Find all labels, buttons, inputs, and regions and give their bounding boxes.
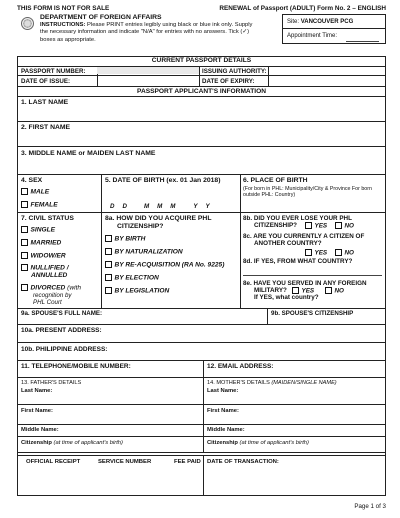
- checkbox-icon: [21, 252, 28, 259]
- service-number-label: SERVICE NUMBER: [98, 459, 152, 465]
- foreign-military-country-label: If YES, what country?: [254, 294, 319, 301]
- checkbox-icon: [335, 222, 342, 229]
- other-citizenship-no[interactable]: NO: [335, 249, 354, 257]
- instructions-label: INSTRUCTIONS:: [40, 22, 86, 28]
- lost-citizenship-label-line1: 8b. DID YOU EVER LOSE YOUR PHL: [243, 215, 352, 222]
- date-of-expiry-field[interactable]: [269, 76, 385, 85]
- checkbox-icon: [335, 249, 342, 256]
- checkbox-icon: [21, 239, 28, 246]
- father-last-name-label: Last Name:: [21, 388, 53, 394]
- mother-details-title: 14. MOTHER'S DETAILS (MAIDEN/SINGLE NAME): [207, 380, 337, 386]
- father-details-title: 13. FATHER'S DETAILS: [21, 380, 82, 386]
- foreign-military-label-line1: 8e. HAVE YOU SERVED IN ANY FOREIGN: [243, 280, 367, 287]
- date-of-transaction-label: DATE OF TRANSACTION:: [207, 459, 279, 465]
- checkbox-icon: [105, 261, 112, 268]
- email-field[interactable]: [204, 371, 385, 376]
- date-of-issue-field[interactable]: [98, 76, 198, 85]
- civil-status-married[interactable]: MARRIED: [21, 239, 61, 247]
- father-first-name-field[interactable]: [18, 415, 201, 424]
- place-of-birth-field[interactable]: [242, 199, 385, 211]
- civil-status-divorced[interactable]: DIVORCED (with: [21, 284, 81, 292]
- instructions: [40, 22, 280, 44]
- foreign-military-label-line2: MILITARY?: [254, 287, 287, 294]
- last-name-field[interactable]: [18, 108, 385, 120]
- other-country-field[interactable]: [243, 266, 382, 274]
- acquired-by-legislation[interactable]: BY LEGISLATION: [105, 287, 169, 295]
- date-of-issue-label: DATE OF ISSUE:: [21, 78, 71, 85]
- checkbox-icon: [105, 274, 112, 281]
- acquired-by-birth[interactable]: BY BIRTH: [105, 235, 145, 243]
- form-title: RENEWAL of Passport (ADULT) Form No. 2 – ENGLISH: [219, 5, 386, 12]
- sex-label: 4. SEX: [21, 177, 43, 184]
- mother-citizenship-label: Citizenship (at time of applicant's birth): [207, 440, 309, 446]
- place-of-birth-label: 6. PLACE OF BIRTH: [243, 177, 308, 184]
- spouse-name-label: 9a. SPOUSE'S FULL NAME:: [21, 310, 103, 317]
- checkbox-icon: [21, 188, 28, 195]
- mother-middle-name-field[interactable]: [204, 434, 385, 435]
- citizenship-acquired-label-line2: CITIZENSHIP?: [117, 223, 164, 230]
- foreign-military-no[interactable]: NO: [325, 287, 344, 295]
- instructions-line1: Please PRINT entries legibly using black or blue ink only. Supply: [87, 22, 253, 28]
- citizenship-acquired-label-line1: 8a. HOW DID YOU ACQUIRE PHL: [105, 215, 212, 222]
- father-first-name-label: First Name:: [21, 408, 53, 414]
- official-receipt-label: OFFICIAL RECEIPT: [26, 459, 81, 465]
- other-citizenship-label-line2: ANOTHER COUNTRY?: [254, 240, 322, 247]
- sex-option-male[interactable]: MALE: [21, 188, 49, 196]
- divorced-note-line3: PHL Court: [33, 299, 62, 306]
- other-citizenship-yes[interactable]: YES: [305, 249, 327, 257]
- issuing-authority-field[interactable]: [269, 67, 385, 74]
- civil-status-widow[interactable]: WIDOW/ER: [21, 252, 66, 260]
- checkbox-icon: [21, 284, 28, 291]
- checkbox-icon: [325, 287, 332, 294]
- checkbox-icon: [21, 264, 28, 271]
- instructions-line3: boxes as appropriate.: [40, 36, 96, 43]
- other-citizenship-label-line1: 8c. ARE YOU CURRENTLY A CITIZEN OF: [243, 233, 365, 240]
- date-of-birth-slots: D D M M M Y Y: [110, 203, 210, 210]
- email-label: 12. EMAIL ADDRESS:: [207, 363, 274, 370]
- other-country-line: [243, 275, 382, 276]
- present-address-label: 10a. PRESENT ADDRESS:: [21, 327, 102, 334]
- checkbox-icon: [305, 222, 312, 229]
- fee-paid-label: FEE PAID: [174, 459, 201, 465]
- site-value: VANCOUVER PCG: [300, 19, 354, 25]
- mother-last-name-field[interactable]: [204, 395, 385, 404]
- page-number: Page 1 of 3: [354, 503, 386, 510]
- date-of-birth-field[interactable]: [104, 186, 238, 204]
- spouse-citizenship-label: 9b. SPOUSE'S CITIZENSHIP: [271, 310, 354, 317]
- spouse-citizenship-field[interactable]: [268, 317, 385, 323]
- mother-first-name-label: First Name:: [207, 408, 239, 414]
- mother-first-name-field[interactable]: [204, 415, 385, 424]
- site-label: Site:: [287, 19, 300, 25]
- civil-status-annulled-text: ANNULLED: [31, 272, 68, 279]
- date-of-birth-label: 5. DATE OF BIRTH (ex. 01 Jan 2018): [105, 177, 221, 184]
- place-of-birth-note-line2: outside PHL: Country): [243, 192, 296, 198]
- philippine-address-label: 10b. PHILIPPINE ADDRESS:: [21, 346, 108, 353]
- acquired-by-election[interactable]: BY ELECTION: [105, 274, 159, 282]
- date-of-expiry-label: DATE OF EXPIRY:: [202, 78, 255, 85]
- mother-middle-name-label: Middle Name:: [207, 427, 245, 433]
- other-country-label: 8d. IF YES, FROM WHAT COUNTRY?: [243, 258, 353, 265]
- middle-name-label: 3. MIDDLE NAME or MAIDEN LAST NAME: [21, 150, 156, 157]
- civil-status-label: 7. CIVIL STATUS: [21, 215, 74, 222]
- last-name-label: 1. LAST NAME: [21, 99, 69, 106]
- foreign-military-yes[interactable]: YES: [292, 287, 314, 295]
- appointment-time-label: Appointment Time:: [287, 33, 338, 39]
- first-name-field[interactable]: [18, 133, 385, 145]
- checkbox-icon: [21, 201, 28, 208]
- site-appointment-box: [282, 14, 386, 44]
- checkbox-icon: [292, 287, 299, 294]
- checkbox-icon: [305, 249, 312, 256]
- instructions-line2: the necessary information and indicate "N/A" for entries with no answers. Tick (✓): [40, 29, 250, 36]
- current-passport-title: CURRENT PASSPORT DETAILS: [151, 57, 252, 64]
- divorced-note-line2: recognition by: [33, 292, 72, 299]
- philippine-address-field[interactable]: [18, 354, 385, 359]
- checkbox-icon: [105, 235, 112, 242]
- not-for-sale-notice: THIS FORM IS NOT FOR SALE: [17, 5, 110, 12]
- lost-citizenship-label-line2: CITIZENSHIP?: [254, 222, 298, 229]
- application-form: [17, 56, 386, 496]
- telephone-field[interactable]: [18, 371, 201, 376]
- lost-citizenship-no[interactable]: NO: [335, 222, 354, 230]
- civil-status-single[interactable]: SINGLE: [21, 226, 55, 234]
- middle-name-field[interactable]: [18, 160, 385, 173]
- civil-status-nullified[interactable]: NULLIFIED /: [21, 264, 69, 272]
- checkbox-icon: [105, 287, 112, 294]
- place-of-birth-note-line1: (For born in PHL: Municipality/City & Province For born: [243, 186, 372, 192]
- checkbox-icon: [21, 226, 28, 233]
- sex-option-female[interactable]: FEMALE: [21, 201, 58, 209]
- father-citizenship-label: Citizenship (at time of applicant's birth): [21, 440, 123, 446]
- present-address-field[interactable]: [18, 335, 385, 341]
- spouse-name-field[interactable]: [18, 317, 266, 323]
- checkbox-icon: [105, 248, 112, 255]
- father-last-name-field[interactable]: [18, 395, 201, 404]
- lost-citizenship-yes[interactable]: YES: [305, 222, 327, 230]
- telephone-label: 11. TELEPHONE/MOBILE NUMBER:: [21, 363, 131, 370]
- passport-number-field[interactable]: [97, 67, 199, 74]
- father-middle-name-label: Middle Name:: [21, 427, 59, 433]
- issuing-authority-label: ISSUING AUTHORITY:: [202, 68, 267, 75]
- applicant-info-title: PASSPORT APPLICANT'S INFORMATION: [137, 88, 266, 95]
- acquired-by-naturalization[interactable]: BY NATURALIZATION: [105, 248, 183, 256]
- mother-last-name-label: Last Name:: [207, 388, 239, 394]
- first-name-label: 2. FIRST NAME: [21, 124, 71, 131]
- dfa-seal-icon: [21, 17, 34, 30]
- department-name: DEPARTMENT OF FOREIGN AFFAIRS: [40, 14, 162, 21]
- acquired-by-reacquisition[interactable]: BY RE-ACQUISITION (RA No. 9225): [105, 261, 224, 269]
- father-middle-name-field[interactable]: [18, 434, 201, 435]
- passport-number-label: PASSPORT NUMBER:: [21, 68, 86, 75]
